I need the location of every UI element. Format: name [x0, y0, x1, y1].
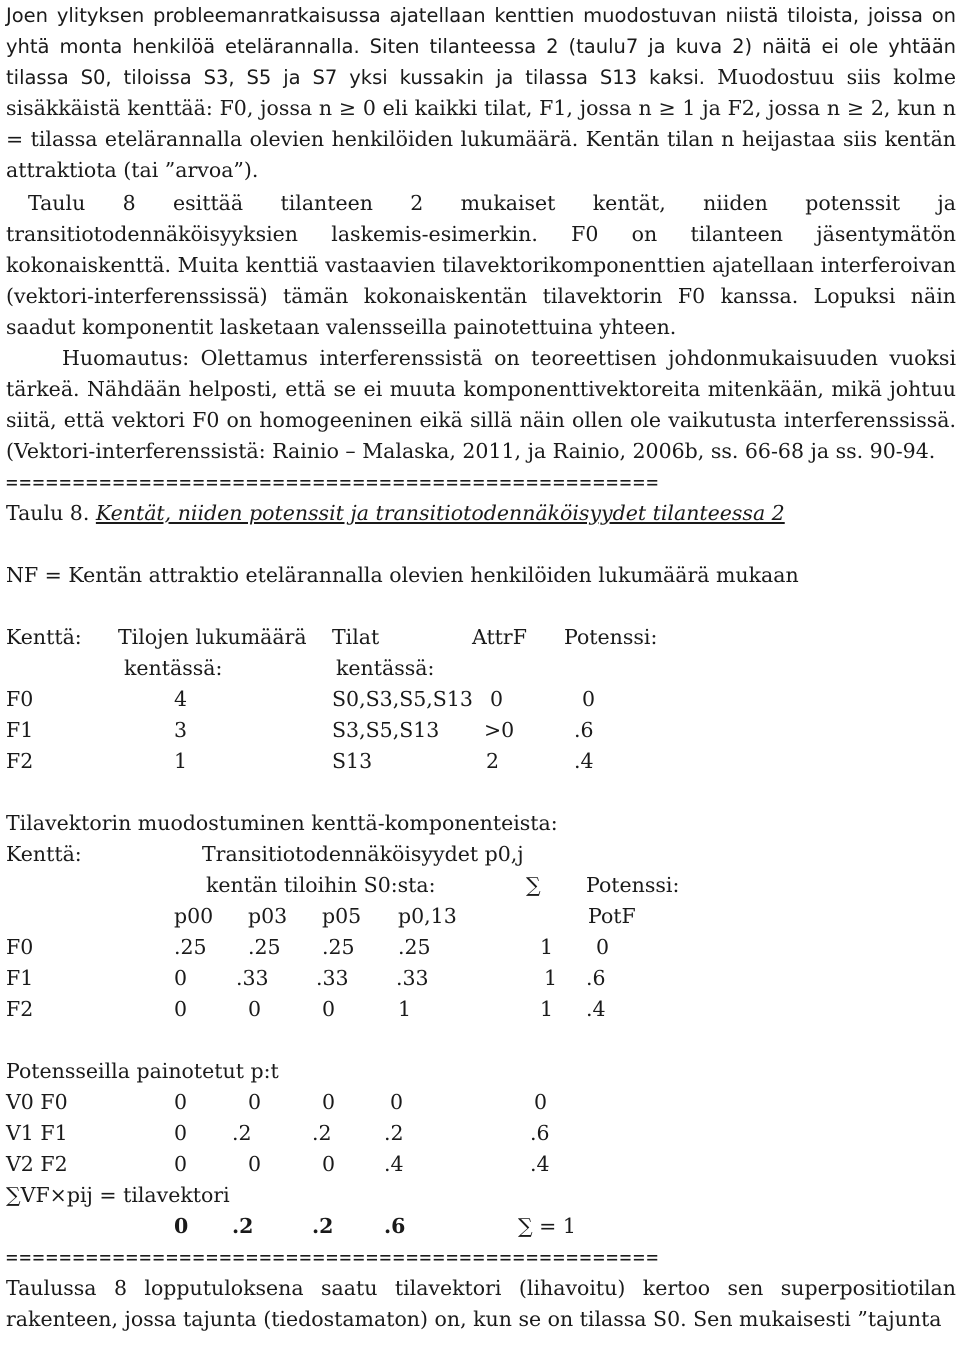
table-row: [6, 715, 956, 746]
row-power: 0: [596, 935, 610, 959]
header-count: Tilojen lukumäärä: [118, 625, 307, 649]
row-label: V2 F2: [6, 1152, 68, 1176]
transition-header-row-2: [6, 870, 956, 901]
col-p03: p03: [248, 904, 288, 928]
result-value: .2: [232, 1214, 254, 1238]
row-sum: 1: [540, 935, 554, 959]
intro-text-serif: Muodostuu siis kolme sisäkkäistä kenttää: F0, jossa n ≥ 0 eli kaikki tilat, F1, jossa n ≥ 1 ja F2, jossa n ≥ 2, kun n = tilassa etelärannalla olevien henkilöiden lukumäärä. Kentän tilan n heijastaa siis kentän attraktiota (tai ”arvoa”).: [6, 65, 956, 182]
table8-header-row-2: [6, 653, 956, 684]
result-sum: ∑ = 1: [518, 1214, 576, 1238]
table-row: [6, 1149, 956, 1180]
row-states: S0,S3,S5,S13: [332, 687, 473, 711]
row-value: .33: [316, 966, 349, 990]
transition-heading: Tilavektorin muodostuminen kenttä-komponenteista:: [6, 811, 558, 835]
table-row: [6, 684, 956, 715]
remark-paragraph: Huomautus: Olettamus interferenssistä on teoreettisen johdonmukaisuuden vuoksi tärkeä. Nähdään helposti, että se ei muuta komponenttivektoreita mitenkään, mikä johtuu siitä, että vektori F0 on homogeeninen eikä sillä näin ollen ole vaikutusta interferenssissä. (Vektori-interferenssistä: Rainio – Malaska, 2011, ja Rainio, 2006b, ss. 66-68 ja ss. 90-94.: [6, 346, 956, 463]
transition-col-title-2: kentän tiloihin S0:sta:: [206, 873, 436, 897]
row-field: F0: [6, 935, 34, 959]
row-count: 3: [174, 718, 188, 742]
header-states: Tilat: [332, 625, 380, 649]
result-vector: [6, 1211, 956, 1242]
row-states: S3,S5,S13: [332, 718, 440, 742]
row-power: .4: [574, 749, 594, 773]
transition-header-row-1: [6, 839, 956, 870]
separator-rule-top: =================================================: [6, 471, 660, 494]
header-attr: AttrF: [472, 625, 527, 649]
header-field: Kenttä:: [6, 625, 82, 649]
row-value: 0: [174, 1152, 188, 1176]
row-value: 0: [174, 1090, 188, 1114]
row-value: .25: [248, 935, 281, 959]
row-total: .6: [530, 1121, 550, 1145]
row-count: 4: [174, 687, 188, 711]
result-value: 0: [174, 1214, 189, 1238]
closing-paragraph: Taulussa 8 lopputuloksena saatu tilavektori (lihavoitu) kertoo sen superpositiotilan rakenteen, jossa tajunta (tiedostamaton) on, kun se on tilassa S0. Sen mukaisesti ”tajunta: [6, 1276, 956, 1331]
table-row: [6, 932, 956, 963]
intro-paragraph-1: [6, 0, 956, 186]
row-value: .2: [384, 1121, 404, 1145]
row-value: 0: [322, 1152, 336, 1176]
table-caption-title: Kentät, niiden potenssit ja transitiotodennäköisyydet tilanteessa 2: [95, 501, 785, 525]
row-sum: 1: [540, 997, 554, 1021]
row-attr: 0: [490, 687, 504, 711]
row-power: .6: [574, 718, 594, 742]
row-value: .2: [232, 1121, 252, 1145]
row-total: .4: [530, 1152, 550, 1176]
row-value: 1: [398, 997, 412, 1021]
row-value: 0: [322, 997, 336, 1021]
row-label: V1 F1: [6, 1121, 68, 1145]
table-row: [6, 994, 956, 1025]
row-value: 0: [174, 966, 188, 990]
row-value: 0: [248, 997, 262, 1021]
document-page: [6, 0, 956, 1335]
row-value: 0: [174, 1121, 188, 1145]
table-row: [6, 1087, 956, 1118]
row-value: 0: [174, 997, 188, 1021]
row-attr: 2: [486, 749, 500, 773]
row-field: F2: [6, 997, 34, 1021]
intro-paragraph-2: [6, 188, 956, 343]
table-row: [6, 746, 956, 777]
row-power: .6: [586, 966, 606, 990]
row-field: F1: [6, 718, 34, 742]
row-value: .4: [384, 1152, 404, 1176]
nf-definition: NF = Kentän attraktio etelärannalla olevien henkilöiden lukumäärä mukaan: [6, 563, 799, 587]
result-value: .2: [312, 1214, 334, 1238]
row-power: 0: [582, 687, 596, 711]
row-power: .4: [586, 997, 606, 1021]
transition-col-headers: [6, 901, 956, 932]
transition-potf-label: PotF: [588, 904, 636, 928]
table-caption-label: Taulu 8.: [6, 501, 90, 525]
row-attr: >0: [484, 718, 515, 742]
weighted-heading: Potensseilla painotetut p:t: [6, 1059, 279, 1083]
header-count-2: kentässä:: [124, 656, 223, 680]
transition-col-title: Transitiotodennäköisyydet p0,j: [202, 842, 524, 866]
transition-field-label: Kenttä:: [6, 842, 82, 866]
row-value: 0: [390, 1090, 404, 1114]
col-p013: p0,13: [398, 904, 457, 928]
table-row: [6, 963, 956, 994]
separator-rule-bottom: =================================================: [6, 1246, 660, 1269]
row-total: 0: [534, 1090, 548, 1114]
row-value: 0: [248, 1090, 262, 1114]
col-p05: p05: [322, 904, 362, 928]
row-sum: 1: [544, 966, 558, 990]
row-field: F1: [6, 966, 34, 990]
row-value: 0: [322, 1090, 336, 1114]
row-value: 0: [248, 1152, 262, 1176]
row-value: .33: [236, 966, 269, 990]
col-p00: p00: [174, 904, 214, 928]
row-field: F2: [6, 749, 34, 773]
row-value: .25: [174, 935, 207, 959]
row-label: V0 F0: [6, 1090, 68, 1114]
row-value: .25: [322, 935, 355, 959]
table-row: [6, 1118, 956, 1149]
formula-line: ∑VF×pij = tilavektori: [6, 1183, 230, 1207]
table8-header-row-1: [6, 622, 956, 653]
table-caption: [6, 498, 956, 529]
intro-text-2: Taulu 8 esittää tilanteen 2 mukaiset kentät, niiden potenssit ja transitiotodennäköisyyksien laskemis-esimerkin. F0 on tilanteen jäsentymätön kokonaiskenttä. Muita kenttiä vastaavien tilavektorikomponenttien ajatellaan interferoivan (vektori-interferenssissä) tämän kokonaiskentän tilavektorin F0 kanssa. Lopuksi näin saadut komponentit lasketaan valensseilla painotettuina yhteen.: [6, 191, 956, 339]
row-value: .33: [396, 966, 429, 990]
header-states-2: kentässä:: [336, 656, 435, 680]
intro-text-sans: Joen ylityksen probleemanratkaisussa ajatellaan kenttien muodostuvan niistä tiloista, joissa on yhtä monta henkilöä etelärannalla. Siten tilanteessa 2 (taulu7 ja kuva 2) näitä ei ole yhtään tilassa S0, tiloissa S3, S5 ja S7 yksi kussakin ja tilassa S13 kaksi.: [6, 4, 956, 89]
row-value: .2: [312, 1121, 332, 1145]
row-states: S13: [332, 749, 373, 773]
header-power: Potenssi:: [564, 625, 658, 649]
result-value: .6: [384, 1214, 406, 1238]
row-value: .25: [398, 935, 431, 959]
row-count: 1: [174, 749, 188, 773]
transition-power-label: Potenssi:: [586, 873, 680, 897]
sum-symbol: ∑: [526, 873, 541, 897]
row-field: F0: [6, 687, 34, 711]
